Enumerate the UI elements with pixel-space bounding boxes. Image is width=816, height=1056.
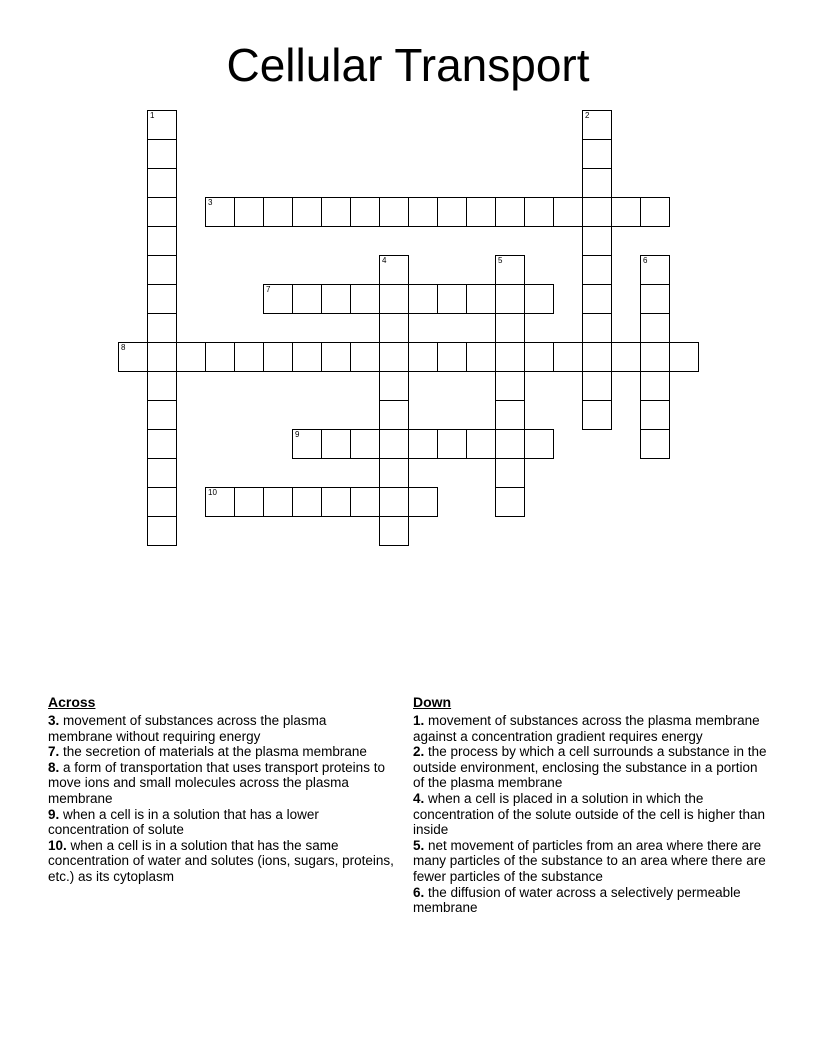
grid-cell-r3c18[interactable] (640, 197, 670, 227)
cell-number: 1 (150, 111, 155, 120)
grid-cell-r11c7[interactable] (321, 429, 351, 459)
grid-cell-r9c9[interactable] (379, 371, 409, 401)
grid-cell-r6c16[interactable] (582, 284, 612, 314)
grid-cell-r13c7[interactable] (321, 487, 351, 517)
across-clues (48, 694, 394, 885)
clue-number: 6. (413, 884, 425, 900)
grid-cell-r11c10[interactable] (408, 429, 438, 459)
clue-text: the process by which a cell surrounds a substance in the outside environment, enclosing the substance in a portion of the plasma membrane (413, 744, 767, 791)
grid-cell-r0c1[interactable] (147, 110, 177, 140)
grid-cell-r13c6[interactable] (292, 487, 322, 517)
grid-cell-r8c14[interactable] (524, 342, 554, 372)
clue-number: 3. (48, 713, 60, 728)
grid-cell-r6c6[interactable] (292, 284, 322, 314)
grid-cell-r8c4[interactable] (234, 342, 264, 372)
across-heading: Across (48, 694, 96, 710)
clue-text: the secretion of materials at the plasma membrane (63, 744, 367, 760)
clue-number: 8. (48, 759, 60, 775)
grid-cell-r8c9[interactable] (379, 342, 409, 372)
grid-cell-r7c18[interactable] (640, 313, 670, 343)
clue-text: when a cell is in a solution that has the same concentration of water and solutes (ions, sugars, proteins, etc.) as its cytoplasm (48, 837, 394, 884)
grid-cell-r3c8[interactable] (350, 197, 380, 227)
grid-cell-r9c1[interactable] (147, 371, 177, 401)
grid-cell-r11c6[interactable] (292, 429, 322, 459)
down-heading: Down (413, 694, 452, 710)
cell-number: 7 (266, 285, 271, 294)
grid-cell-r13c3[interactable] (205, 487, 235, 517)
grid-cell-r0c16[interactable] (582, 110, 612, 140)
grid-cell-r8c6[interactable] (292, 342, 322, 372)
cell-number: 8 (121, 343, 126, 352)
grid-cell-r13c13[interactable] (495, 487, 525, 517)
clue-number: 2. (413, 744, 425, 760)
grid-cell-r13c5[interactable] (263, 487, 293, 517)
grid-cell-r13c8[interactable] (350, 487, 380, 517)
grid-cell-r7c16[interactable] (582, 313, 612, 343)
grid-cell-r5c1[interactable] (147, 255, 177, 285)
clue-across-9 (48, 807, 394, 838)
grid-cell-r13c4[interactable] (234, 487, 264, 517)
grid-cell-r11c8[interactable] (350, 429, 380, 459)
grid-cell-r10c13[interactable] (495, 400, 525, 430)
grid-cell-r4c16[interactable] (582, 226, 612, 256)
clue-number: 5. (413, 837, 425, 853)
grid-cell-r8c19[interactable] (669, 342, 699, 372)
grid-cell-r11c11[interactable] (437, 429, 467, 459)
grid-cell-r13c9[interactable] (379, 487, 409, 517)
clue-down-4 (413, 791, 769, 838)
grid-cell-r8c10[interactable] (408, 342, 438, 372)
cell-number: 10 (208, 488, 217, 497)
clue-text: net movement of particles from an area where there are many particles of the substance to an area where there are fewer particles of the substance (413, 837, 766, 884)
grid-cell-r11c1[interactable] (147, 429, 177, 459)
grid-cell-r6c11[interactable] (437, 284, 467, 314)
clue-across-3 (48, 713, 394, 744)
grid-cell-r11c18[interactable] (640, 429, 670, 459)
grid-cell-r9c18[interactable] (640, 371, 670, 401)
clue-across-7 (48, 744, 394, 760)
grid-cell-r6c1[interactable] (147, 284, 177, 314)
clue-down-6 (413, 885, 769, 916)
grid-cell-r11c13[interactable] (495, 429, 525, 459)
grid-cell-r6c9[interactable] (379, 284, 409, 314)
grid-cell-r6c13[interactable] (495, 284, 525, 314)
grid-cell-r13c10[interactable] (408, 487, 438, 517)
grid-cell-r12c13[interactable] (495, 458, 525, 488)
grid-cell-r6c7[interactable] (321, 284, 351, 314)
clue-across-10 (48, 838, 394, 885)
grid-cell-r5c18[interactable] (640, 255, 670, 285)
grid-cell-r2c16[interactable] (582, 168, 612, 198)
grid-cell-r5c13[interactable] (495, 255, 525, 285)
grid-cell-r7c1[interactable] (147, 313, 177, 343)
clue-text: when a cell is in a solution that has a lower concentration of solute (48, 806, 319, 838)
grid-cell-r3c15[interactable] (553, 197, 583, 227)
grid-cell-r9c16[interactable] (582, 371, 612, 401)
clue-text: movement of substances across the plasma membrane against a concentration gradient requires energy (413, 713, 760, 744)
grid-cell-r6c18[interactable] (640, 284, 670, 314)
grid-cell-r5c16[interactable] (582, 255, 612, 285)
crossword-grid (118, 110, 699, 546)
grid-cell-r5c9[interactable] (379, 255, 409, 285)
grid-cell-r6c8[interactable] (350, 284, 380, 314)
page-title: Cellular Transport (226, 39, 590, 91)
grid-cell-r10c9[interactable] (379, 400, 409, 430)
grid-cell-r7c9[interactable] (379, 313, 409, 343)
grid-cell-r10c16[interactable] (582, 400, 612, 430)
grid-cell-r8c7[interactable] (321, 342, 351, 372)
grid-cell-r8c1[interactable] (147, 342, 177, 372)
cell-number: 2 (585, 111, 590, 120)
grid-cell-r6c5[interactable] (263, 284, 293, 314)
grid-cell-r8c16[interactable] (582, 342, 612, 372)
cell-number: 3 (208, 198, 213, 207)
grid-cell-r3c13[interactable] (495, 197, 525, 227)
grid-cell-r3c17[interactable] (611, 197, 641, 227)
grid-cell-r11c9[interactable] (379, 429, 409, 459)
grid-cell-r3c11[interactable] (437, 197, 467, 227)
grid-cell-r3c5[interactable] (263, 197, 293, 227)
grid-cell-r10c18[interactable] (640, 400, 670, 430)
grid-cell-r6c12[interactable] (466, 284, 496, 314)
clue-number: 4. (413, 790, 425, 806)
grid-cell-r3c14[interactable] (524, 197, 554, 227)
grid-cell-r2c1[interactable] (147, 168, 177, 198)
grid-cell-r10c1[interactable] (147, 400, 177, 430)
clue-down-5 (413, 838, 769, 885)
cell-number: 4 (382, 256, 387, 265)
grid-cell-r11c14[interactable] (524, 429, 554, 459)
grid-cell-r8c12[interactable] (466, 342, 496, 372)
grid-cell-r3c12[interactable] (466, 197, 496, 227)
grid-cell-r3c16[interactable] (582, 197, 612, 227)
clue-number: 9. (48, 806, 60, 822)
grid-cell-r8c0[interactable] (118, 342, 148, 372)
grid-cell-r8c15[interactable] (553, 342, 583, 372)
grid-cell-r3c1[interactable] (147, 197, 177, 227)
grid-cell-r14c1[interactable] (147, 516, 177, 546)
clue-text: when a cell is placed in a solution in which the concentration of the solute outside of the cell is higher than inside (413, 790, 765, 838)
cell-number: 9 (295, 430, 300, 439)
clue-text: movement of substances across the plasma membrane without requiring energy (48, 713, 327, 744)
grid-cell-r4c1[interactable] (147, 226, 177, 256)
grid-cell-r3c10[interactable] (408, 197, 438, 227)
clue-text: a form of transportation that uses transport proteins to move ions and small molecules across the plasma membrane (48, 759, 385, 806)
grid-cell-r11c12[interactable] (466, 429, 496, 459)
down-clues (413, 694, 769, 916)
grid-cell-r12c9[interactable] (379, 458, 409, 488)
grid-cell-r12c1[interactable] (147, 458, 177, 488)
grid-cell-r8c3[interactable] (205, 342, 235, 372)
grid-cell-r8c8[interactable] (350, 342, 380, 372)
grid-cell-r8c11[interactable] (437, 342, 467, 372)
grid-cell-r8c17[interactable] (611, 342, 641, 372)
clue-text: the diffusion of water across a selectively permeable membrane (413, 884, 741, 916)
grid-cell-r3c7[interactable] (321, 197, 351, 227)
cell-number: 5 (498, 256, 503, 265)
grid-cell-r14c9[interactable] (379, 516, 409, 546)
grid-cell-r8c2[interactable] (176, 342, 206, 372)
grid-cell-r6c10[interactable] (408, 284, 438, 314)
grid-cell-r8c18[interactable] (640, 342, 670, 372)
grid-cell-r3c9[interactable] (379, 197, 409, 227)
grid-cell-r7c13[interactable] (495, 313, 525, 343)
clue-number: 1. (413, 713, 425, 728)
grid-cell-r3c3[interactable] (205, 197, 235, 227)
clue-down-2 (413, 744, 769, 791)
grid-cell-r1c16[interactable] (582, 139, 612, 169)
grid-cell-r3c6[interactable] (292, 197, 322, 227)
grid-cell-r8c5[interactable] (263, 342, 293, 372)
clue-across-8 (48, 760, 394, 807)
clue-down-1 (413, 713, 769, 744)
grid-cell-r9c13[interactable] (495, 371, 525, 401)
cell-number: 6 (643, 256, 648, 265)
grid-cell-r13c1[interactable] (147, 487, 177, 517)
grid-cell-r8c13[interactable] (495, 342, 525, 372)
clue-number: 7. (48, 744, 60, 760)
clue-number: 10. (48, 837, 67, 853)
grid-cell-r3c4[interactable] (234, 197, 264, 227)
grid-cell-r6c14[interactable] (524, 284, 554, 314)
grid-cell-r1c1[interactable] (147, 139, 177, 169)
